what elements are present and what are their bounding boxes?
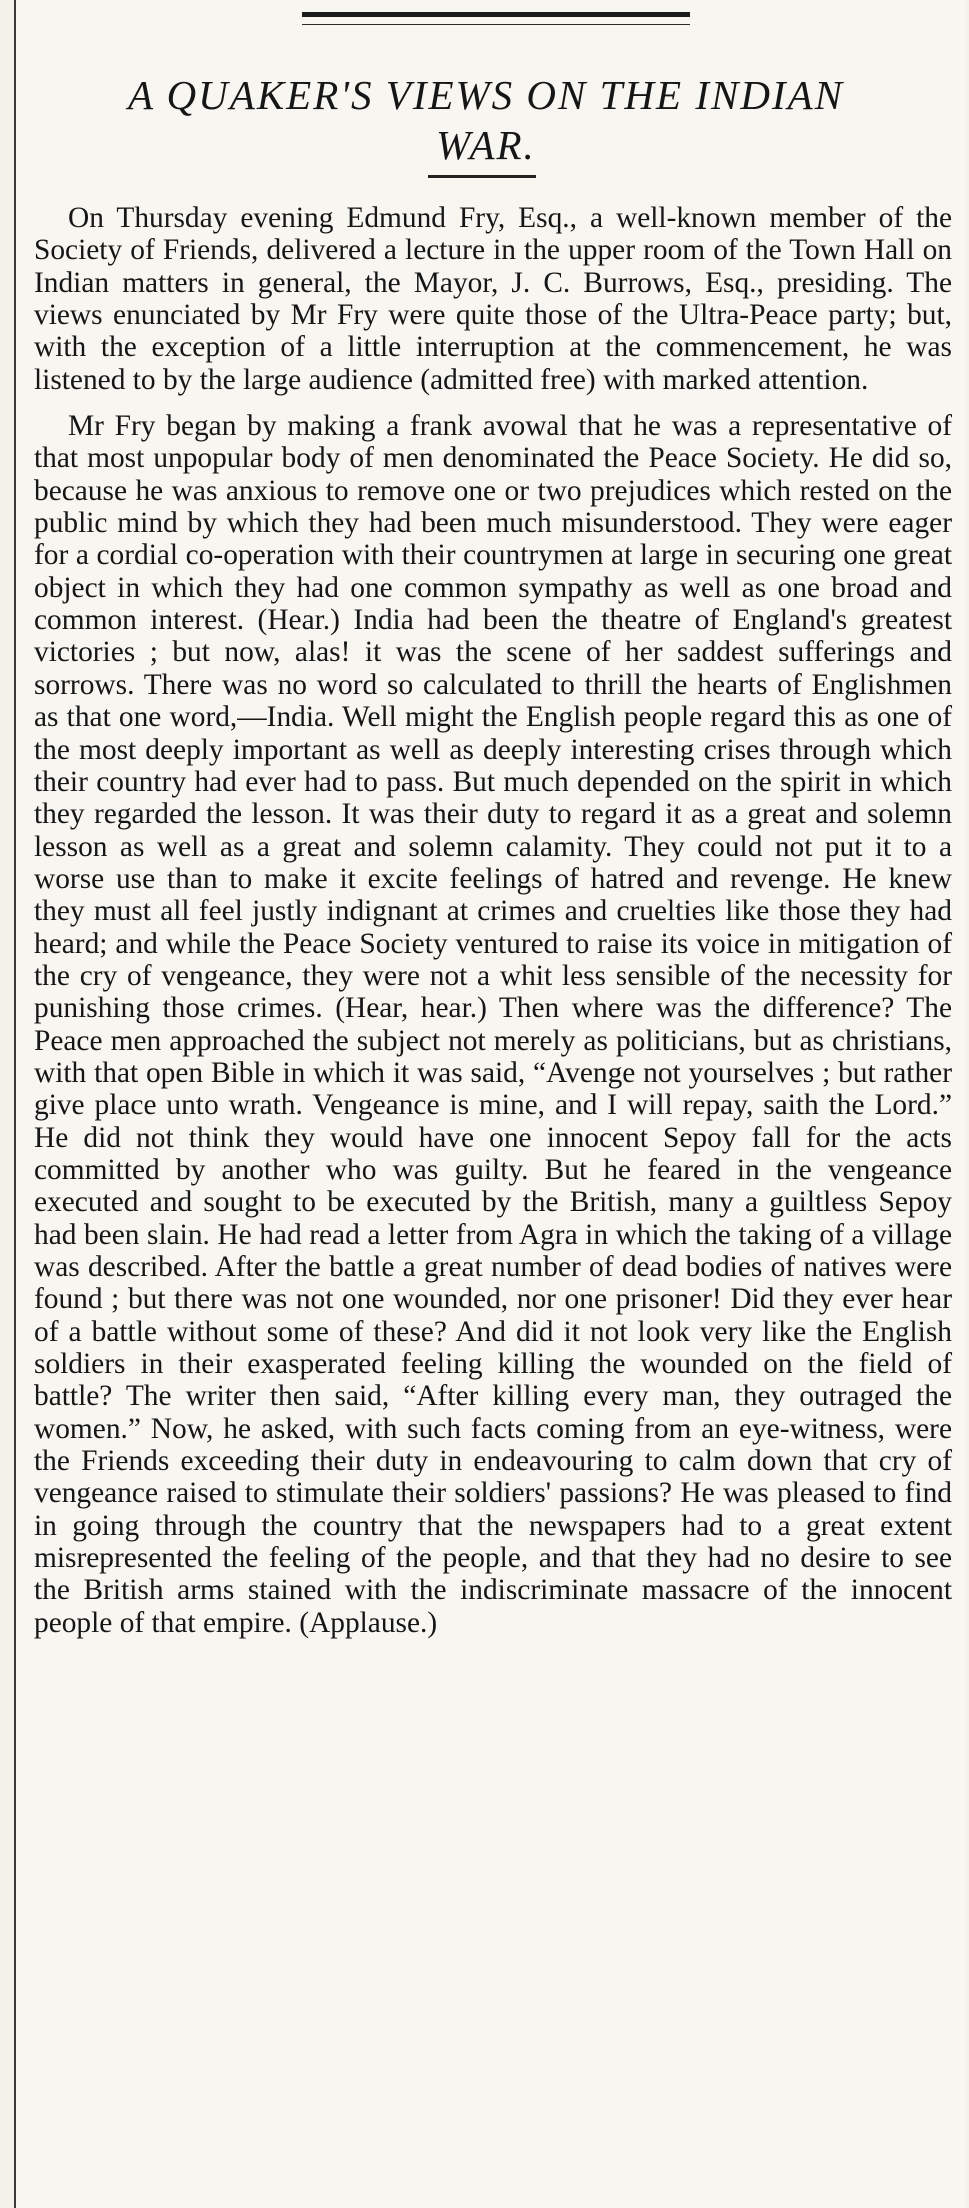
top-rule-thin: [302, 24, 690, 25]
headline-line-1: A QUAKER'S VIEWS ON THE INDIAN: [128, 72, 844, 118]
headline-line-2: WAR.: [436, 122, 536, 168]
article-body: [34, 202, 952, 1653]
article-headline: [20, 70, 952, 170]
title-divider: [428, 175, 536, 178]
top-rule-thick: [302, 12, 690, 17]
paragraph-lecture: Mr Fry began by making a frank avowal that he was a representative of that most unpopular body of men denominated the Peace Society. He did so, because he was anxious to remove one or two prejudices which rested on the public mind by which they had been much misunderstood. They were eager for a cordial co-operation with their countrymen at large in securing one great object in which they had one common sympathy as well as one broad and common interest. (Hear.) India had been the theatre of England's greatest victories ; but now, alas! it was the scene of her saddest sufferings and sorrows. There was no word so calculated to thrill the hearts of Englishmen as that one word,—India. Well might the English people regard this as one of the most deeply important as well as deeply interesting crises through which their country had ever had to pass. But much depended on the spirit in which they regarded the lesson. It was their duty to regard it as a great and solemn lesson as well as a great and solemn calamity. They could not put it to a worse use than to make it excite feelings of hatred and revenge. He knew they must all feel justly indignant at crimes and cruelties like those they had heard; and while the Peace Society ventured to raise its voice in mitigation of the cry of vengeance, they were not a whit less sensible of the necessity for punishing those crimes. (Hear, hear.) Then where was the difference? The Peace men approached the subject not merely as politicians, but as christians, with that open Bible in which it was said, “Avenge not yourselves ; but rather give place unto wrath. Vengeance is mine, and I will repay, saith the Lord.” He did not think they would have one innocent Sepoy fall for the acts committed by another who was guilty. But he feared in the vengeance executed and sought to be executed by the British, many a guiltless Sepoy had been slain. He had read a letter from Agra in which the taking of a village was described. After the battle a great number of dead bodies of natives were found ; but there was not one wounded, nor one prisoner! Did they ever hear of a battle without some of these? And did it not look very like the English soldiers in their exasperated feeling killing the wounded on the field of battle? The writer then said, “After killing every man, they outraged the women.” Now, he asked, with such facts coming from an eye-witness, were the Friends exceeding their duty in endeavouring to calm down that cry of vengeance raised to stimulate their soldiers' passions? He was pleased to find in going through the country that the newspapers had to a great extent misrepresented the feeling of the people, and that they had no desire to see the British arms stained with the indiscriminate massacre of the innocent people of that empire. (Applause.): [34, 410, 952, 1639]
paragraph-intro: On Thursday evening Edmund Fry, Esq., a well-known member of the Society of Friends, delivered a lecture in the upper room of the Town Hall on Indian matters in general, the Mayor, J. C. Burrows, Esq., presiding. The views enunciated by Mr Fry were quite those of the Ultra-Peace party; but, with the exception of a little interruption at the commencement, he was listened to by the large audience (admitted free) with marked attention.: [34, 202, 952, 396]
